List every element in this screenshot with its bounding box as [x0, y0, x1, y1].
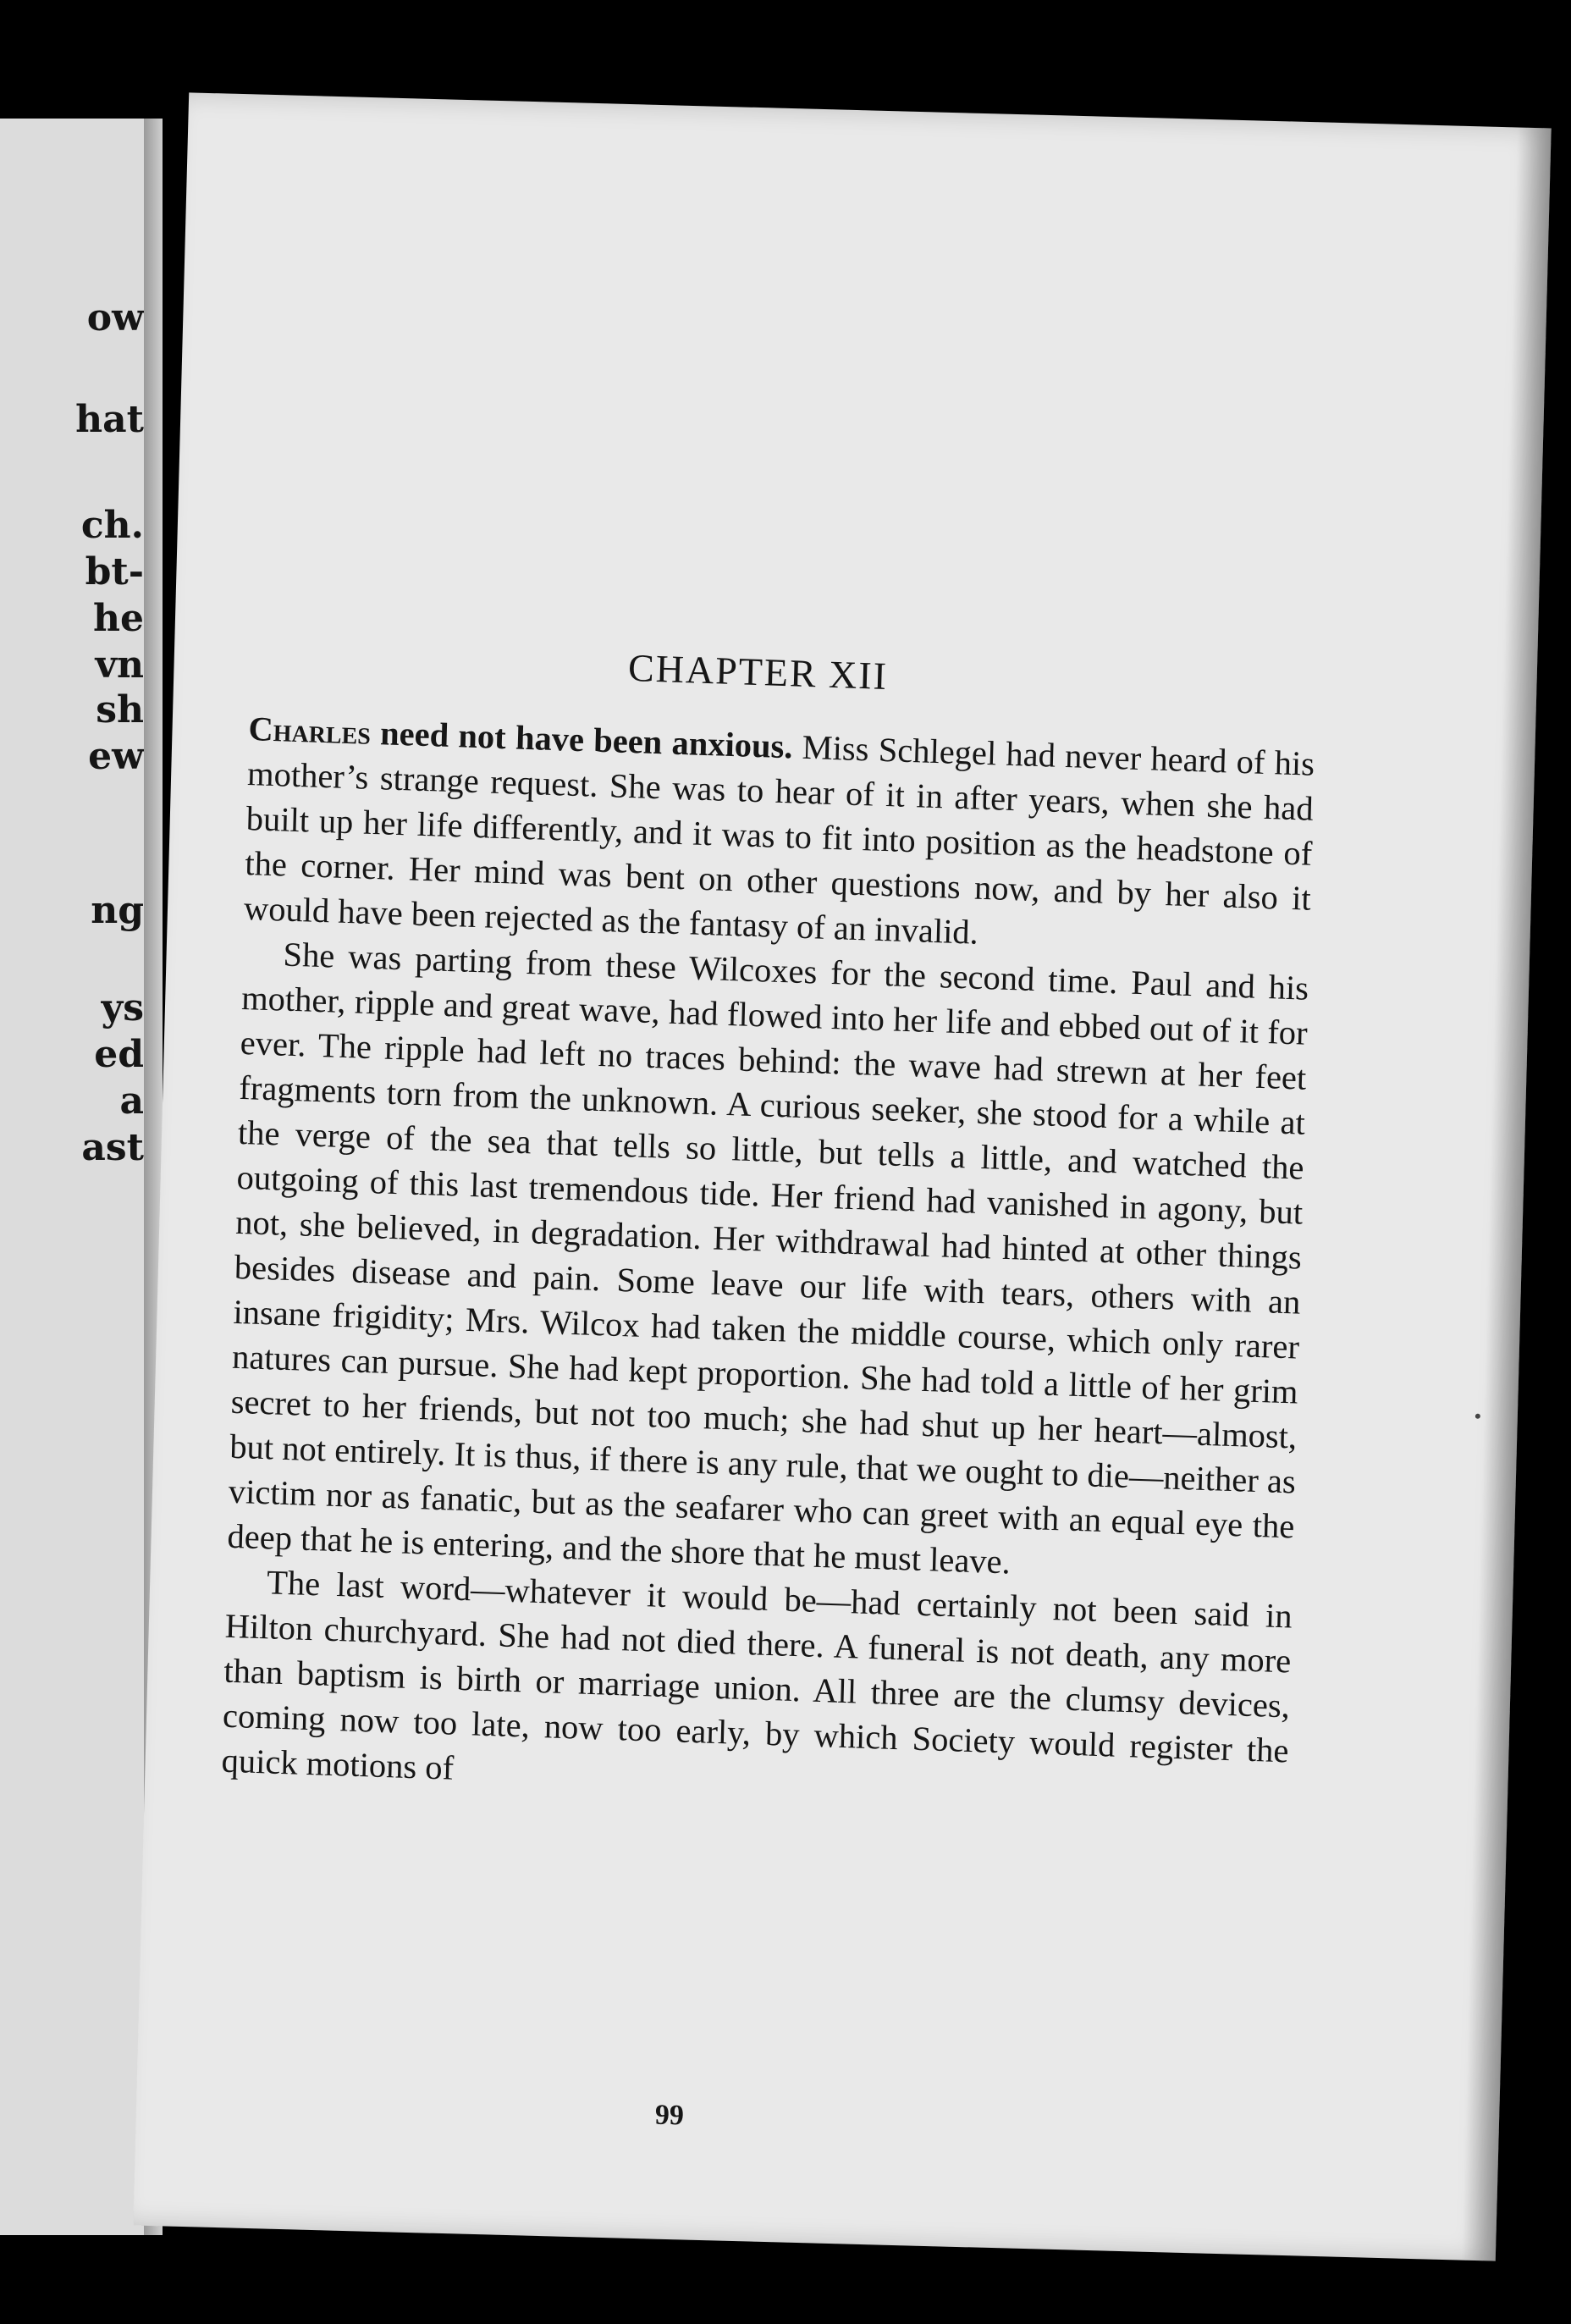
scan-speck	[1475, 1414, 1480, 1419]
left-page-fragment: ast	[81, 1126, 144, 1169]
left-page-fragment: ed	[94, 1033, 144, 1076]
left-page-fragment: ow	[86, 296, 144, 339]
left-page-fragment: ng	[91, 889, 144, 932]
paragraph-lead-phrase: need not have been anxious.	[370, 713, 794, 766]
left-page-fragment: ys	[101, 986, 144, 1030]
page-number: 99	[654, 2099, 685, 2132]
left-page-fragment: ew	[88, 735, 144, 778]
paragraph: The last word—whatever it would be—had certainly not been said in Hilton churchyard. She had not died there. A funeral is not death, any more than baptism is birth or marriage union. All three are the clumsy devices, coming now too late, now too early, by which Society would register the quick motions of	[221, 1563, 1293, 1787]
left-page-fragment: hat	[75, 398, 144, 441]
left-page-fragment: a	[119, 1079, 144, 1123]
paragraph: She was parting from these Wilcoxes for the second time. Paul and his mother, ripple and great wave, had flowed into her life and ebbed out of it for ever. The ripple had left no traces behind: the wave had strewn at her feet fragments torn from the unknown. A curious seeker, she stood for a while at the verge of the sea that tells so little, but tells a little, and watched the outgoing of this last tremendous tide. Her friend had vanished in agony, but not, she believed, in degradation. Her withdrawal had hinted at other things besides disease and pain. Some leave our life with tears, others with an insane frigidity; Mrs. Wilcox had taken the middle course, which only rarer natures can pursue. She had kept proportion. She had told a little of her grim secret to her friends, but not too much; she had shut up her heart—almost, but not entirely. It is thus, if there is any rule, that we ought to die—neither as victim nor as fanatic, but as the seafarer who can greet with an equal eye the deep that he is entering, and the shore that he must leave.	[227, 935, 1309, 1582]
paragraph-lead-word: Charles	[248, 709, 372, 752]
book-page	[133, 92, 1551, 2261]
page-text-block	[221, 632, 1317, 1818]
left-page-fragment: vn	[95, 643, 144, 687]
page-edge-shadow	[1462, 127, 1552, 2261]
left-page-fragment: ch.	[80, 504, 144, 547]
left-page-fragment: bt-	[85, 550, 144, 593]
left-page-fragment: sh	[96, 688, 144, 731]
left-page-fragment: he	[93, 597, 144, 640]
chapter-title: CHAPTER XII	[627, 645, 889, 698]
left-facing-page	[0, 119, 151, 2235]
paragraph-text: Miss Schlegel had never heard of his mother’s strange request. She was to hear of it in after years, when she had built up her life differently, and it was to fit into position as the headstone of the corner. Her mind was bent on other questions now, and by her also it would have been rejected as the fantasy of an invalid.	[243, 727, 1315, 952]
paragraph	[243, 706, 1315, 966]
